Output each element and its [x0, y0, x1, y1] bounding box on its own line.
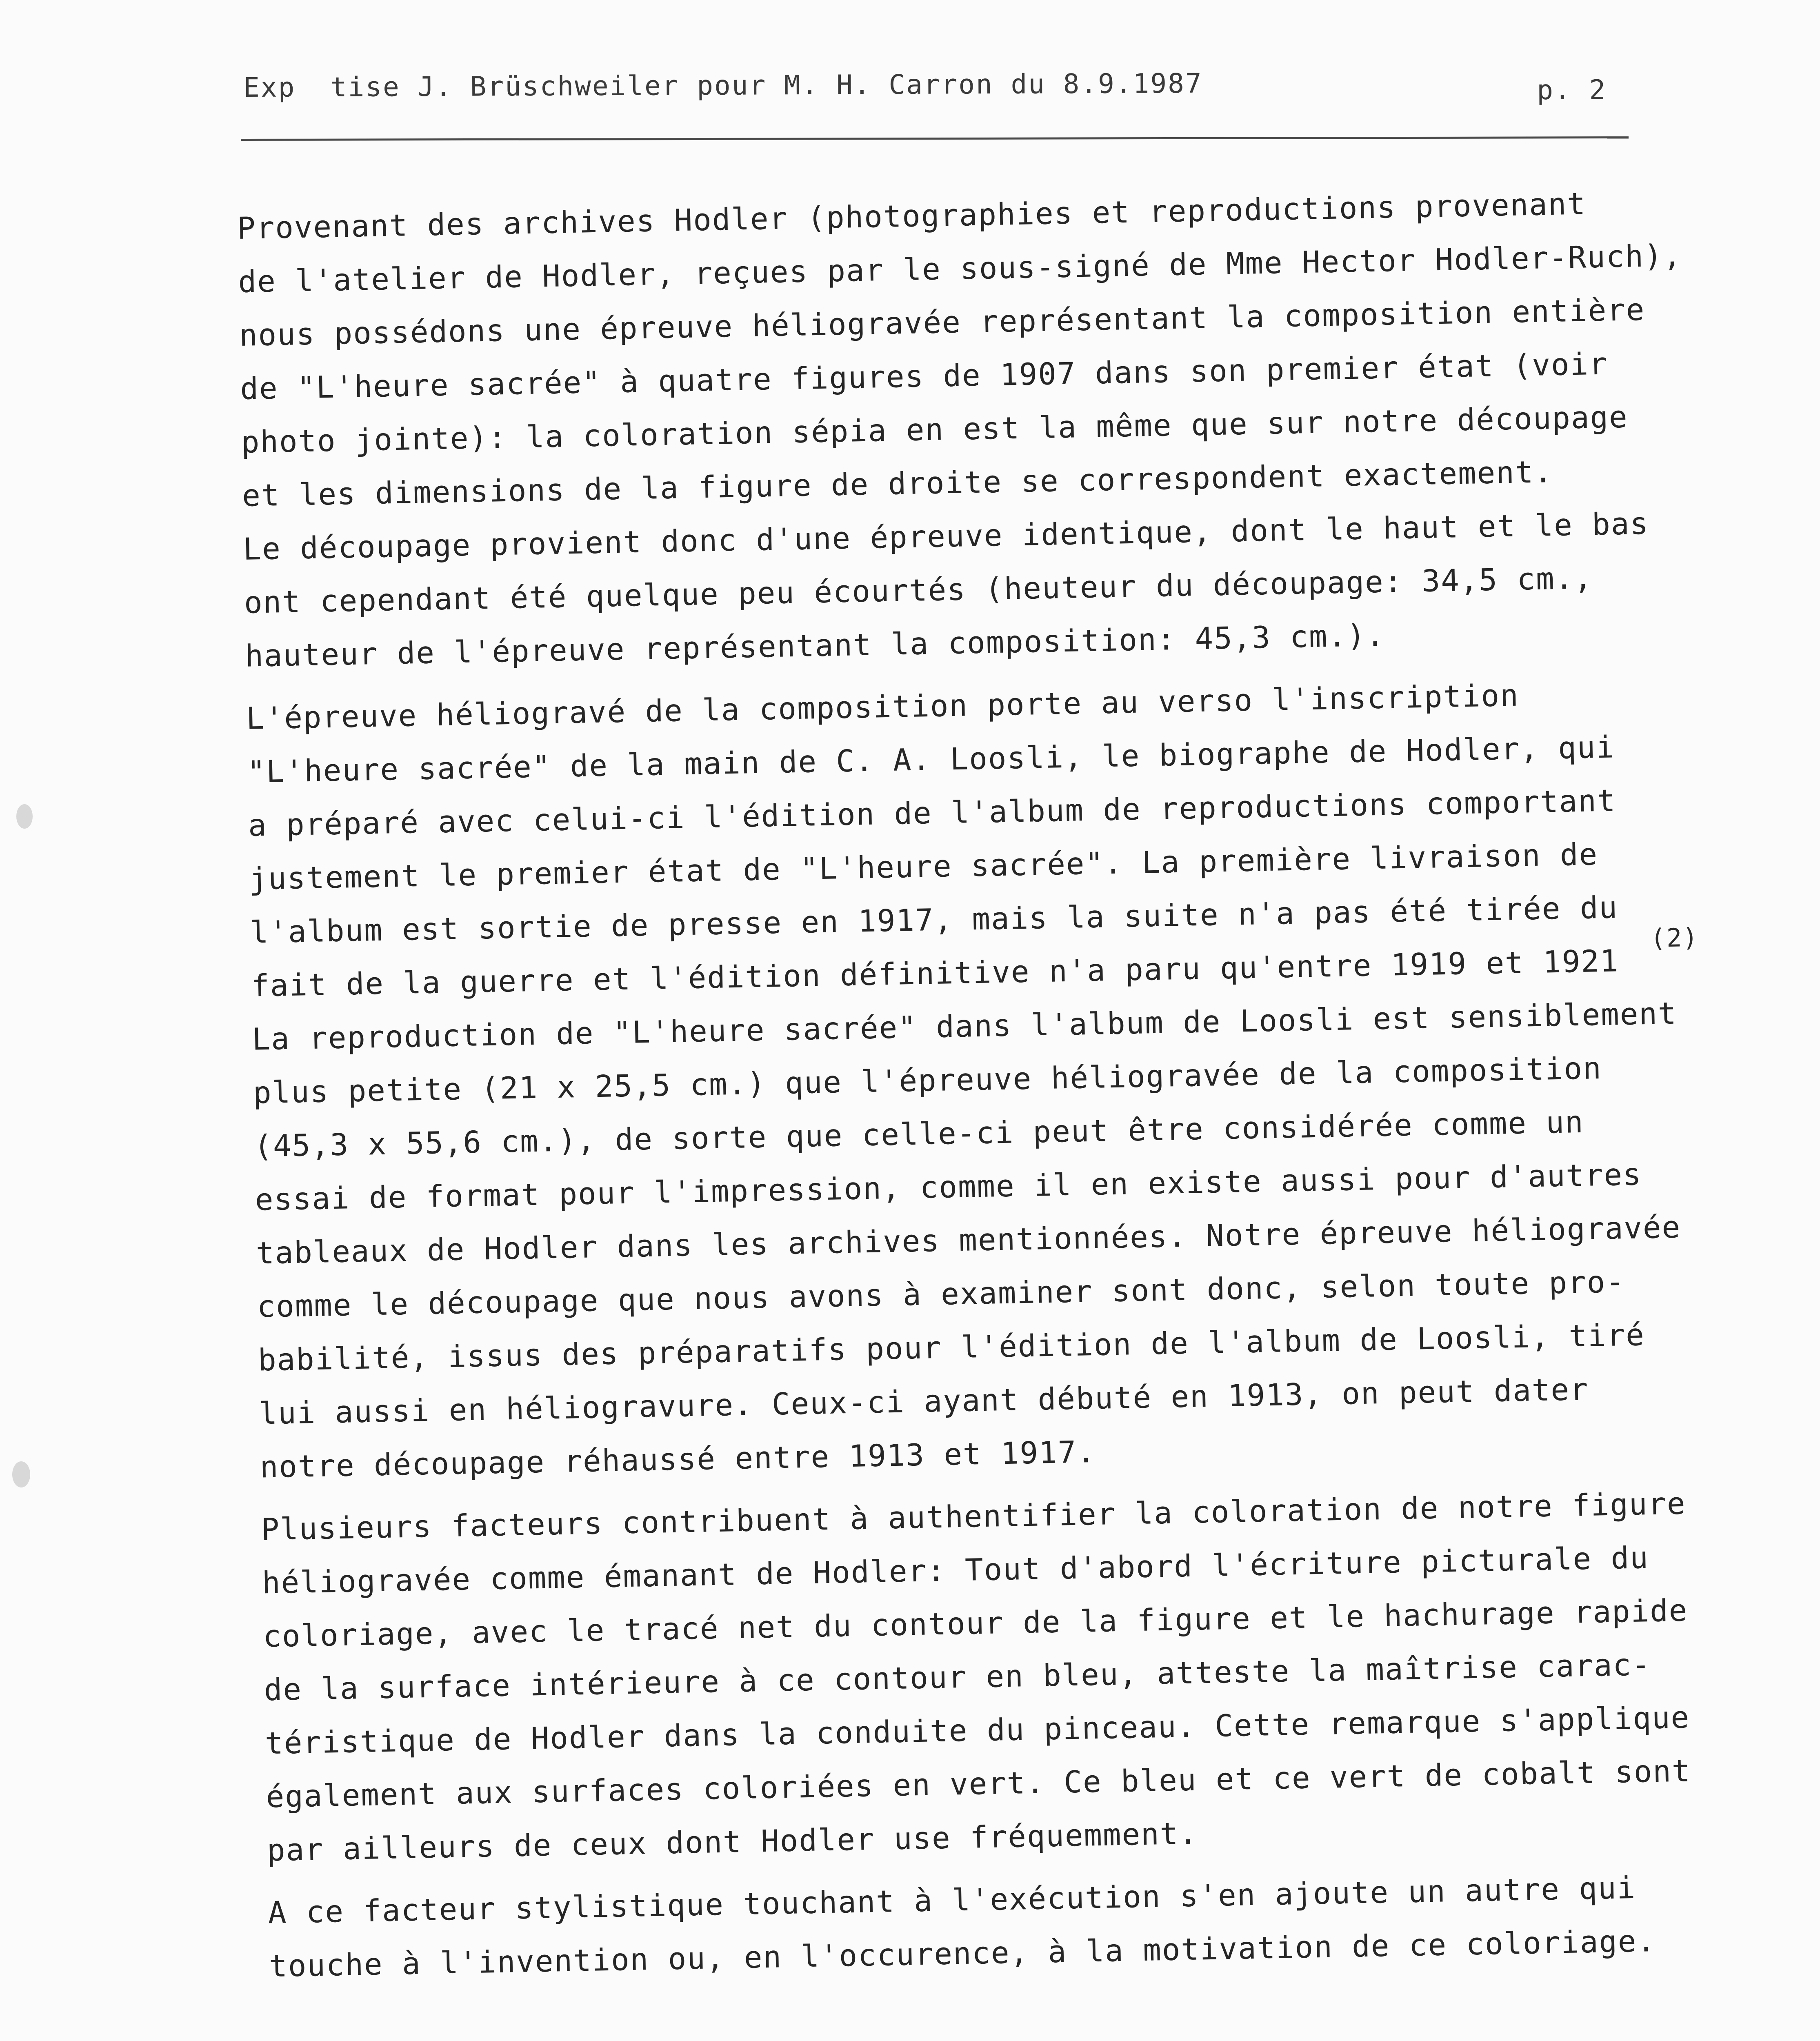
text-line: également aux surfaces coloriées en vert. Ce bleu et ce vert de cobalt sont: [265, 1753, 1691, 1815]
text-line: Provenant des archives Hodler (photographies et reproductions provenant: [237, 186, 1587, 246]
header-title: Exp tise J. Brüschweiler pour M. H. Carron du 8.9.1987: [243, 67, 1203, 103]
text-line: nous possédons une épreuve héliogravée représentant la composition entière: [239, 292, 1646, 353]
header-rule: [241, 136, 1629, 141]
document-body: [237, 175, 1739, 2002]
text-line: de "L'heure sacrée" à quatre figures de 1907 dans son premier état (voir: [240, 346, 1609, 407]
text-line: par ailleurs de ceux dont Hodler use fréquemment.: [267, 1816, 1198, 1868]
page-header: [243, 66, 1623, 125]
text-line: A ce facteur stylistique touchant à l'exécution s'en ajoute un autre qui: [268, 1870, 1636, 1931]
paragraph-inscription: [246, 665, 1729, 1494]
text-line: et les dimensions de la figure de droite se correspondent exactement.: [242, 454, 1553, 514]
text-line: téristique de Hodler dans la conduite du pinceau. Cette remarque s'applique: [264, 1700, 1690, 1761]
text-line: justement le premier état de "L'heure sacrée". La première livraison de: [249, 837, 1598, 897]
paragraph-provenance: [237, 175, 1715, 683]
text-line: essai de format pour l'impression, comme il en existe aussi pour d'autres: [255, 1157, 1642, 1218]
punch-hole-mark-bottom: [12, 1461, 30, 1487]
paragraph-stylistic-factor: [268, 1859, 1739, 1993]
text-line: "L'heure sacrée" de la main de C. A. Loosli, le biographe de Hodler, qui: [247, 729, 1616, 790]
text-line: Le découpage provient donc d'une épreuve identique, dont le haut et le bas: [242, 506, 1649, 567]
text-line: (45,3 x 55,6 cm.), de sorte que celle-ci peut être considérée comme un: [253, 1104, 1584, 1164]
text-line: l'album est sortie de presse en 1917, mais la suite n'a pas été tirée du: [250, 890, 1618, 950]
text-line: tableaux de Hodler dans les archives mentionnées. Notre épreuve héliogravée: [256, 1209, 1681, 1271]
text-line: héliogravée comme émanant de Hodler: Tout d'abord l'écriture picturale du: [262, 1540, 1649, 1601]
punch-hole-mark-top: [16, 804, 33, 829]
text-line: de la surface intérieure à ce contour en bleu, atteste la maîtrise carac-: [264, 1647, 1651, 1708]
text-line: comme le découpage que nous avons à examiner sont donc, selon toute pro-: [256, 1264, 1625, 1325]
text-line: a préparé avec celui-ci l'édition de l'album de reproductions comportant: [248, 783, 1616, 843]
paragraph-authentication: [260, 1476, 1736, 1877]
text-line: de l'atelier de Hodler, reçues par le sous-signé de Mme Hector Hodler-Ruch),: [238, 238, 1682, 300]
text-line: ont cependant été quelque peu écourtés (heuteur du découpage: 34,5 cm.,: [244, 560, 1593, 620]
text-line: photo jointe): la coloration sépia en est la même que sur notre découpage: [241, 399, 1629, 460]
page-number: p. 2: [1537, 74, 1607, 106]
text-line: coloriage, avec le tracé net du contour de la figure et le hachurage rapide: [262, 1593, 1689, 1654]
text-line: L'épreuve héliogravé de la composition porte au verso l'inscription: [246, 678, 1520, 736]
text-line: notre découpage réhaussé entre 1913 et 1917.: [260, 1434, 1096, 1485]
text-line: La reproduction de "L'heure sacrée" dans l'album de Loosli est sensiblement: [251, 996, 1678, 1057]
text-line: fait de la guerre et l'édition définitive n'a paru qu'entre 1919 et 1921: [251, 943, 1620, 1004]
footnote-reference: (2): [1650, 922, 1699, 953]
text-line: hauteur de l'épreuve représentant la composition: 45,3 cm.).: [244, 618, 1385, 674]
text-line: Plusieurs facteurs contribuent à authentifier la coloration de notre figure: [260, 1486, 1687, 1547]
text-line: lui aussi en héliogravure. Ceux-ci ayant débuté en 1913, on peut dater: [258, 1372, 1589, 1432]
text-line: plus petite (21 x 25,5 cm.) que l'épreuve héliogravée de la composition: [253, 1051, 1602, 1111]
text-line: babilité, issus des préparatifs pour l'édition de l'album de Loosli, tiré: [258, 1317, 1645, 1378]
text-line: touche à l'invention ou, en l'occurence, à la motivation de ce coloriage.: [269, 1923, 1656, 1984]
